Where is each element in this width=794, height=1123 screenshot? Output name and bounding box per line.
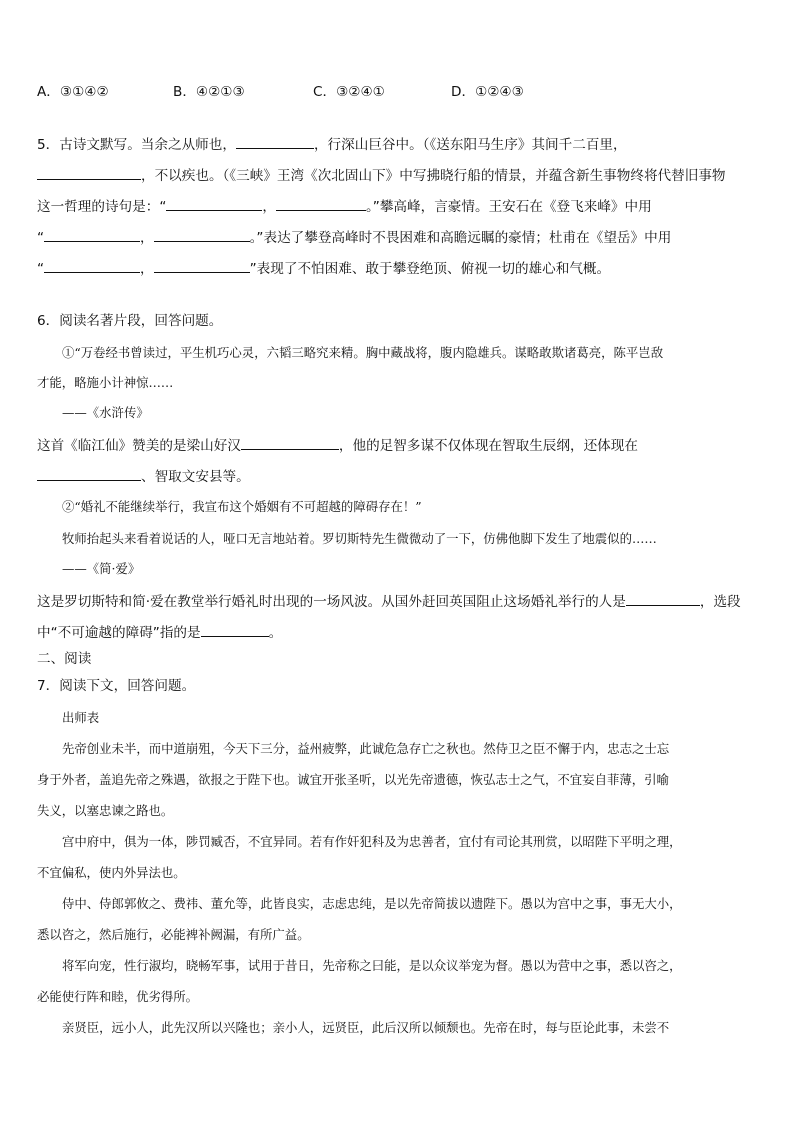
answer-blank[interactable] [37,466,141,481]
text: 。”攀高峰，言豪情。王安石在《登飞来峰》中用 [365,199,652,215]
essay-line: 亲贤臣，远小人，此先汉所以兴隆也；亲小人，远贤臣，此后汉所以倾颓也。先帝在时，每与臣论此事，未尝不 [62,1020,670,1035]
option-value: ③②④① [336,84,385,100]
option-value: ①②④③ [475,84,524,100]
text: 。”表达了攀登高峰时不畏困难和高瞻远瞩的豪情；杜甫在《望岳》中用 [249,230,672,246]
q5-line-4 [37,227,757,248]
text: “ [37,230,45,246]
essay-line: 侍中、侍郎郭攸之、费祎、董允等，此皆良实，志虑忠纯，是以先帝简拔以遗陛下。愚以为宫中之事，事无大小， [62,896,682,911]
answer-blank[interactable] [44,258,140,273]
q6-excerpt-3: 牧师抬起头来看着说话的人，哑口无言地站着。罗切斯特先生微微动了一下，仿佛他脚下发生了地震似的…… [62,531,657,546]
essay-line: 悉以咨之，然后施行，必能裨补阙漏，有所广益。 [37,927,310,942]
answer-blank[interactable] [154,227,250,242]
option-label: C． [313,84,337,100]
q5-line-1 [37,134,757,155]
answer-blank[interactable] [201,622,269,637]
text: 、智取文安县等。 [141,469,250,485]
q6-answer-line-4 [37,622,757,643]
text: ”表现了不怕困难、敢于攀登绝顶、俯视一切的雄心和气概。 [249,261,611,277]
text: ， [262,199,276,215]
q7-title: 7．阅读下文，回答问题。 [37,678,196,694]
essay-line: 先帝创业未半，而中道崩殂，今天下三分，益州疲弊，此诚危急存亡之秋也。然侍卫之臣不懈于内，忠志之士忘 [62,741,670,756]
q6-title: 6．阅读名著片段，回答问题。 [37,313,223,329]
essay-line: 失义，以塞忠谏之路也。 [37,803,174,818]
option-d [451,82,524,102]
essay-line: 身于外者，盖追先帝之殊遇，欲报之于陛下也。诚宜开张圣听，以光先帝遗德，恢弘志士之气，不宜妄自菲薄，引喻 [37,772,669,787]
option-c [313,82,385,102]
option-label: A． [37,84,60,100]
q6-source-1: ——《水浒传》 [62,405,149,420]
text: 5．古诗文默写。当余之从师也， [37,137,236,153]
section-heading: 二、阅读 [37,651,92,667]
q5-line-2 [37,165,757,186]
q6-source-2: ——《简·爱》 [62,561,141,576]
essay-title: 出师表 [62,710,100,725]
text: ，行深山巨谷中。（《送东阳马生序》其间千二百里， [313,137,627,153]
text: 这是罗切斯特和简·爱在教堂举行婚礼时出现的一场风波。从国外赶回英国阻止这场婚礼举行的人是 [37,594,626,610]
q5-line-3 [37,196,757,217]
text: “ [37,261,45,277]
option-value: ③①④② [59,84,109,100]
q5-line-5 [37,258,757,279]
q6-excerpt-2: ②“婚礼不能继续举行，我宣布这个婚姻有不可超越的障碍存在！” [62,499,422,514]
answer-blank[interactable] [241,435,339,450]
essay-line: 宫中府中，俱为一体，陟罚臧否，不宜异同。若有作奸犯科及为忠善者，宜付有司论其刑赏，以昭陛下平明之理， [62,834,682,849]
answer-blank[interactable] [276,196,366,211]
essay-line: 不宜偏私，使内外异法也。 [37,865,186,880]
option-label: B． [173,84,196,100]
essay-line: 必能使行阵和睦，优劣得所。 [37,989,199,1004]
answer-blank[interactable] [154,258,250,273]
q6-answer-line-2 [37,466,757,487]
answer-blank[interactable] [626,591,700,606]
text: 。 [268,625,283,641]
answer-blank[interactable] [166,196,262,211]
option-a [37,82,109,102]
text: ，选段 [699,594,741,610]
option-label: D． [451,84,476,100]
text: 这首《临江仙》赞美的是梁山好汉 [37,438,241,454]
text: ，他的足智多谋不仅体现在智取生辰纲，还体现在 [338,438,638,454]
text: 这一哲理的诗句是：“ [37,199,167,215]
q6-answer-line-3 [37,591,757,612]
option-b [173,82,245,102]
answer-blank[interactable] [37,165,141,180]
text: ， [140,230,154,246]
q6-answer-line-1 [37,435,757,456]
answer-blank[interactable] [236,134,314,149]
text: 中“不可逾越的障碍”指的是 [37,625,201,641]
text: ， [140,261,154,277]
essay-line: 将军向宠，性行淑均，晓畅军事，试用于昔日，先帝称之曰能，是以众议举宠为督。愚以为营中之事，悉以咨之， [62,958,682,973]
q6-excerpt-1b: 才能，略施小计神惊…… [37,375,174,390]
answer-blank[interactable] [44,227,140,242]
option-value: ④②①③ [195,84,245,100]
text: ，不以疾也。（《三峡》王湾《次北固山下》中写拂晓行船的情景，并蕴含新生事物终将代替旧事物 [141,168,726,184]
q6-excerpt-1: ①“万卷经书曾读过，平生机巧心灵，六韬三略究来精。胸中藏战将，腹内隐雄兵。谋略敢欺诸葛亮，陈平岂敌 [62,345,664,360]
